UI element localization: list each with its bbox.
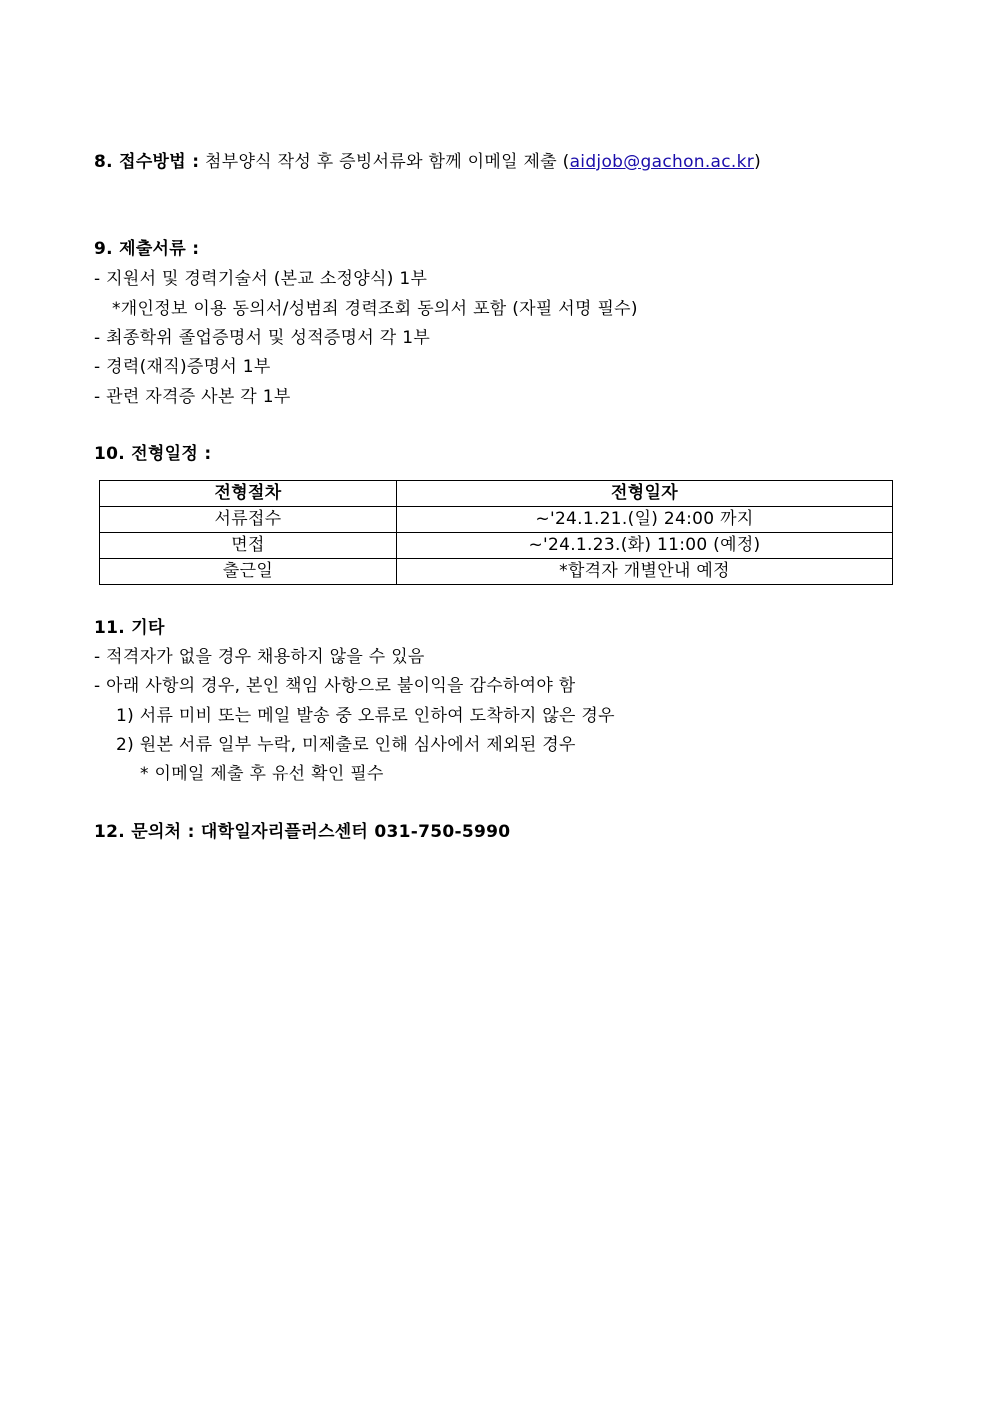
section-11-item: - 아래 사항의 경우, 본인 책임 사항으로 불이익을 감수하여야 함: [94, 676, 576, 696]
table-cell: 출근일: [100, 559, 397, 585]
section-8-line: [94, 150, 761, 174]
section-11-subitem: 1) 서류 미비 또는 메일 발송 중 오류로 인하여 도착하지 않은 경우: [116, 706, 615, 726]
table-cell: ~'24.1.21.(일) 24:00 까지: [397, 507, 893, 533]
table-row: [100, 559, 893, 585]
table-row: [100, 533, 893, 559]
section-11-note: * 이메일 제출 후 유선 확인 필수: [140, 764, 384, 784]
table-cell: *합격자 개별안내 예정: [397, 559, 893, 585]
section-12-text: 대학일자리플러스센터 031-750-5990: [194, 822, 511, 842]
section-9-item: - 지원서 및 경력기술서 (본교 소정양식) 1부: [94, 269, 428, 289]
table-row: [100, 507, 893, 533]
table-header-row: [100, 481, 893, 507]
section-9-item: - 최종학위 졸업증명서 및 성적증명서 각 1부: [94, 328, 431, 348]
table-cell: 서류접수: [100, 507, 397, 533]
section-9-item: - 경력(재직)증명서 1부: [94, 357, 271, 377]
section-8-close: ): [754, 152, 761, 172]
section-12-heading: 12. 문의처 :: [94, 822, 195, 842]
section-10-heading: 10. 전형일정 :: [94, 444, 212, 464]
section-9-item: - 관련 자격증 사본 각 1부: [94, 387, 291, 407]
section-9-item-note: *개인정보 이용 동의서/성범죄 경력조회 동의서 포함 (자필 서명 필수): [112, 299, 638, 319]
section-8-text: 첨부양식 작성 후 증빙서류와 함께 이메일 제출 (: [199, 152, 570, 172]
section-8-heading: 8. 접수방법 :: [94, 152, 200, 172]
section-11-item: - 적격자가 없을 경우 채용하지 않을 수 있음: [94, 647, 425, 667]
table-header-cell: 전형절차: [100, 481, 397, 507]
email-link[interactable]: aidjob@gachon.ac.kr: [569, 152, 755, 172]
section-9-heading: 9. 제출서류 :: [94, 239, 200, 259]
section-11-subitem: 2) 원본 서류 일부 누락, 미제출로 인해 심사에서 제외된 경우: [116, 735, 576, 755]
table-cell: 면접: [100, 533, 397, 559]
schedule-table: [99, 480, 893, 585]
table-cell: ~'24.1.23.(화) 11:00 (예정): [397, 533, 893, 559]
section-12-line: [94, 820, 510, 844]
table-header-cell: 전형일자: [397, 481, 893, 507]
section-11-heading: 11. 기타: [94, 618, 165, 638]
